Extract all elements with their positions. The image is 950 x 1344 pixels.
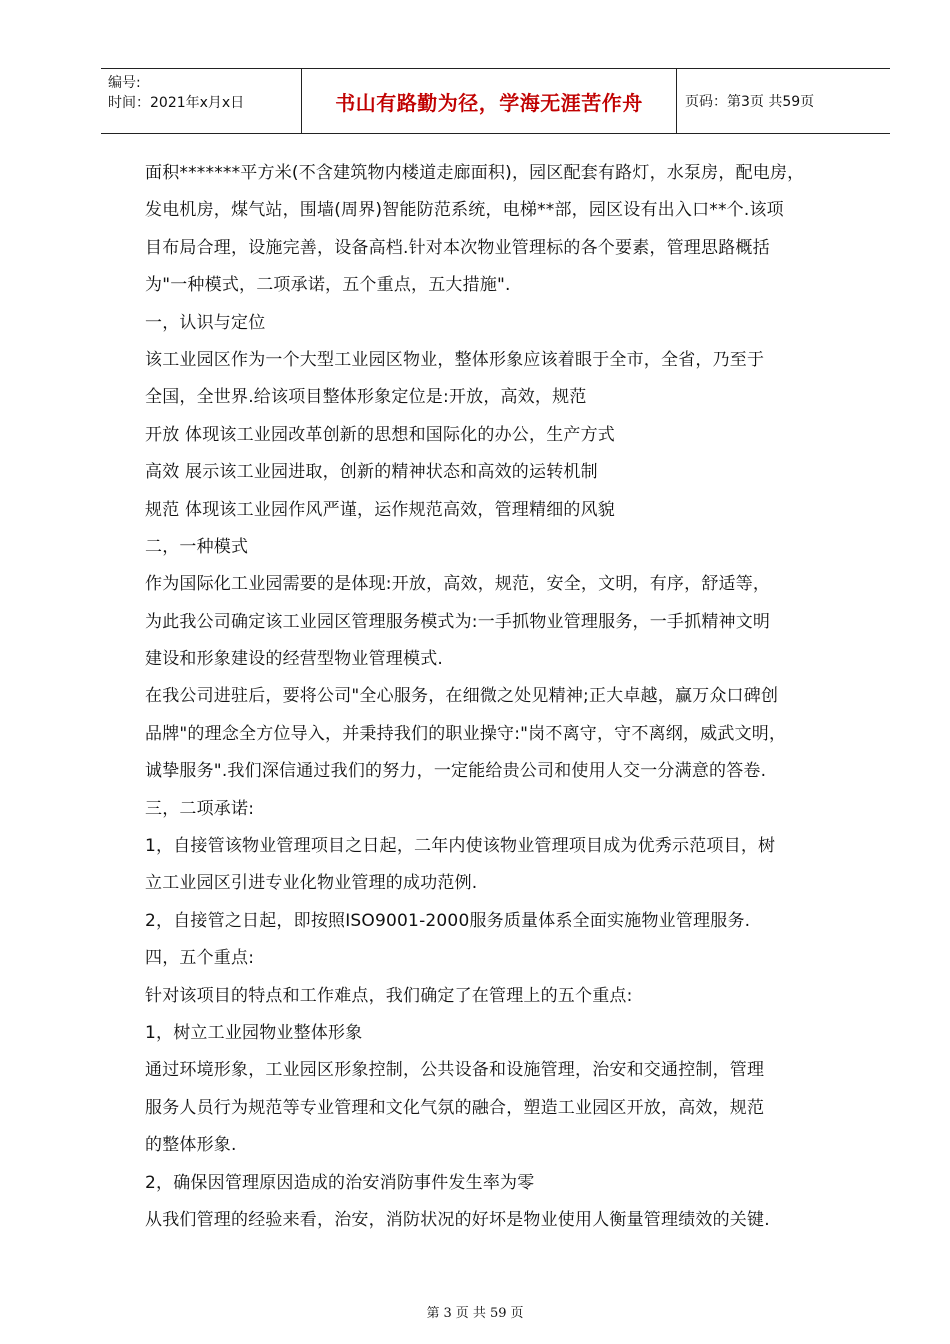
body-line: 1，自接管该物业管理项目之日起，二年内使该物业管理项目成为优秀示范项目，树 bbox=[145, 836, 776, 857]
body-line: 通过环境形象，工业园区形象控制，公共设备和设施管理，治安和交通控制，管理 bbox=[145, 1060, 765, 1081]
body-line: 作为国际化工业园需要的是体现:开放，高效，规范，安全，文明，有序，舒适等， bbox=[145, 574, 771, 595]
footer-prefix: 第 bbox=[426, 1306, 440, 1321]
body-line: 面积*******平方米(不含建筑物内楼道走廊面积)，园区配套有路灯，水泵房，配电房， bbox=[145, 163, 805, 183]
body-line: 为"一种模式，二项承诺，五个重点，五大措施". bbox=[145, 275, 511, 296]
footer-mid: 页 共 bbox=[455, 1306, 486, 1321]
body-line: 目布局合理，设施完善，设备高档.针对本次物业管理标的各个要素，管理思路概括 bbox=[145, 237, 770, 258]
document-body bbox=[145, 155, 855, 1239]
body-line: 从我们管理的经验来看，治安，消防状况的好坏是物业使用人衡量管理绩效的关键. bbox=[145, 1209, 770, 1230]
body-line: 2，确保因管理原因造成的治安消防事件发生率为零 bbox=[145, 1172, 535, 1193]
body-line: 立工业园区引进专业化物业管理的成功范例. bbox=[145, 873, 478, 894]
page-header bbox=[101, 68, 890, 134]
footer-current-page: 3 bbox=[443, 1306, 452, 1321]
body-line: 全国，全世界.给该项目整体形象定位是:开放，高效，规范 bbox=[145, 387, 587, 408]
body-line: 规范 体现该工业园作风严谨，运作规范高效，管理精细的风貌 bbox=[145, 499, 616, 520]
body-line: 为此我公司确定该工业园区管理服务模式为:一手抓物业管理服务，一手抓精神文明 bbox=[145, 611, 771, 632]
body-line: 在我公司进驻后，要将公司"全心服务，在细微之处见精神;正大卓越，赢万众口碑创 bbox=[145, 686, 779, 707]
body-line: 诚挚服务".我们深信通过我们的努力，一定能给贵公司和使用人交一分满意的答卷. bbox=[145, 761, 767, 782]
section-heading: 三，二项承诺: bbox=[145, 798, 255, 819]
header-page-code: 页码：第3页 共59页 bbox=[685, 94, 815, 110]
document-time-label: 时间：2021年x月x日 bbox=[108, 95, 245, 111]
section-heading: 四，五个重点: bbox=[145, 948, 255, 969]
body-line: 该工业园区作为一个大型工业园区物业，整体形象应该着眼于全市，全省，乃至于 bbox=[145, 349, 765, 370]
footer-suffix: 页 bbox=[510, 1306, 524, 1321]
body-line: 发电机房，煤气站，围墙(周界)智能防范系统，电梯**部，园区设有出入口**个.该项 bbox=[145, 200, 784, 221]
section-heading: 二，一种模式 bbox=[145, 536, 249, 557]
body-line: 2，自接管之日起，即按照ISO9001-2000服务质量体系全面实施物业管理服务. bbox=[145, 910, 751, 931]
body-line: 高效 展示该工业园进取，创新的精神状态和高效的运转机制 bbox=[145, 462, 598, 483]
body-line: 的整体形象. bbox=[145, 1135, 237, 1156]
body-line: 服务人员行为规范等专业管理和文化气氛的融合，塑造工业园区开放，高效，规范 bbox=[145, 1097, 765, 1118]
body-line: 1，树立工业园物业整体形象 bbox=[145, 1022, 363, 1043]
section-heading: 一，认识与定位 bbox=[145, 312, 266, 333]
footer-total-pages: 59 bbox=[489, 1306, 507, 1321]
page-footer bbox=[0, 1302, 950, 1321]
header-motto: 书山有路勤为径，学海无涯苦作舟 bbox=[302, 69, 677, 133]
body-line: 建设和形象建设的经营型物业管理模式. bbox=[145, 649, 444, 670]
header-meta bbox=[101, 69, 302, 133]
body-line: 开放 体现该工业园改革创新的思想和国际化的办公，生产方式 bbox=[145, 424, 616, 445]
body-line: 品牌"的理念全方位导入，并秉持我们的职业操守:"岗不离守，守不离纲，威武文明， bbox=[145, 723, 787, 744]
document-number-label: 编号: bbox=[108, 75, 141, 91]
body-line: 针对该项目的特点和工作难点，我们确定了在管理上的五个重点: bbox=[145, 985, 633, 1006]
